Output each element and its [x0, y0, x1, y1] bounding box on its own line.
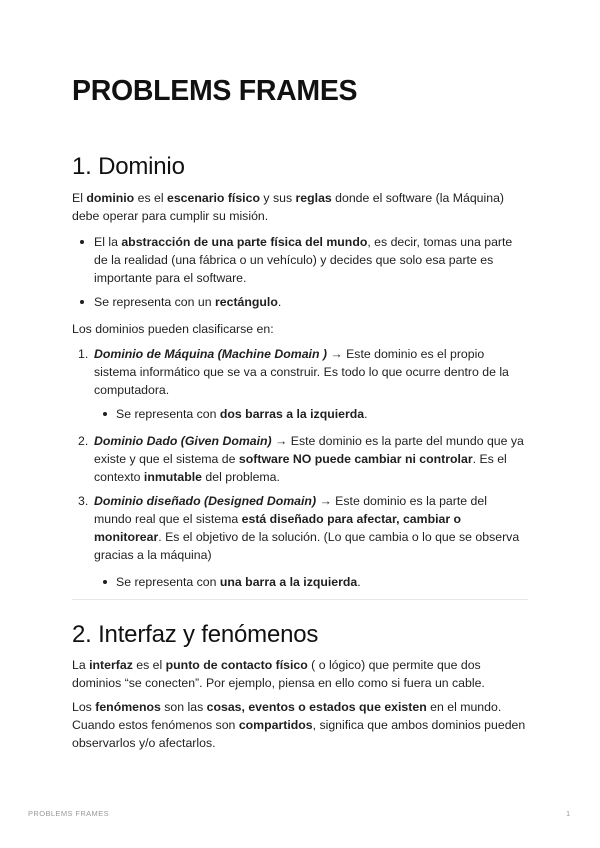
fenomenos-definition: Los fenómenos son las cosas, eventos o estados que existen en el mundo. Cuando estos fenómenos son compartidos, significa que ambos dominios pueden observarlos y/o afectarlos.	[72, 700, 526, 750]
machine-domain-representation: Se representa con dos barras a la izquierda.	[116, 407, 368, 421]
bold-text: punto de contacto físico	[165, 658, 308, 672]
list-number: 2.	[78, 434, 89, 448]
bold-text: cosas, eventos o estados que existen	[206, 700, 427, 714]
list-number: 3.	[78, 494, 89, 508]
list-number: 1.	[78, 347, 89, 361]
bold-text: fenómenos	[95, 700, 161, 714]
given-domain-item: Dominio Dado (Given Domain) → Este dominio es la parte del mundo que ya existe y que el sistema de software NO puede cambiar ni controlar. Es el contexto inmutable del problema.	[94, 434, 524, 484]
emphasis-text: Dominio diseñado (Designed Domain)	[94, 494, 317, 508]
bold-text: reglas	[295, 191, 332, 205]
section-divider	[72, 599, 528, 600]
bullet-rectangulo: Se representa con un rectángulo.	[94, 295, 282, 309]
bold-text: rectángulo	[215, 295, 278, 309]
bold-text: software NO puede cambiar ni controlar	[238, 452, 473, 466]
bold-text: interfaz	[89, 658, 133, 672]
bullet-marker	[80, 240, 84, 244]
bold-text: compartidos	[238, 718, 313, 732]
section-heading-interfaz: 2. Interfaz y fenómenos	[72, 621, 319, 648]
bullet-marker	[80, 300, 84, 304]
page-title: PROBLEMS FRAMES	[72, 75, 358, 107]
bold-text: está diseñado para afectar, cambiar o monitorear	[94, 512, 462, 544]
bold-text: una barra a la izquierda	[219, 575, 358, 589]
emphasis-text: Dominio Dado (Given Domain)	[94, 434, 272, 448]
designed-domain-item: Dominio diseñado (Designed Domain) → Este dominio es la parte del mundo real que el sistema está diseñado para afectar, cambiar o monitorear. Es el objetivo de la solución. (Lo que cambia o lo que se observa gracias a la máquina)	[94, 494, 520, 562]
classify-intro: Los dominios pueden clasificarse en:	[72, 322, 274, 336]
bullet-abstraccion: El la abstracción de una parte física del mundo, es decir, tomas una parte de la realidad (una fábrica o un vehículo) y decides que solo esa parte es importante para el software.	[94, 235, 513, 285]
bold-text: dos barras a la izquierda	[219, 407, 365, 421]
emphasis-text: Dominio de Máquina (Machine Domain )	[94, 347, 327, 361]
footer-title: PROBLEMS FRAMES	[28, 809, 110, 818]
bold-text: inmutable	[143, 470, 202, 484]
section-heading-dominio: 1. Dominio	[72, 153, 185, 180]
page-number: 1	[566, 809, 571, 818]
dominio-definition: El dominio es el escenario físico y sus reglas donde el software (la Máquina) debe operar para cumplir su misión.	[72, 191, 505, 223]
bullet-marker	[103, 580, 107, 584]
bold-text: dominio	[86, 191, 135, 205]
bold-text: abstracción de una parte física del mundo	[121, 235, 368, 249]
machine-domain-item: Dominio de Máquina (Machine Domain ) → Este dominio es el propio sistema informático que se va a construir. Es todo lo que ocurre dentro de la computadora.	[94, 347, 509, 397]
bullet-marker	[103, 412, 107, 416]
bold-text: escenario físico	[167, 191, 260, 205]
designed-domain-representation: Se representa con una barra a la izquierda.	[116, 575, 361, 589]
interfaz-definition: La interfaz es el punto de contacto físico ( o lógico) que permite que dos dominios “se conecten”. Por ejemplo, piensa en ello como si fuera un cable.	[72, 658, 485, 690]
